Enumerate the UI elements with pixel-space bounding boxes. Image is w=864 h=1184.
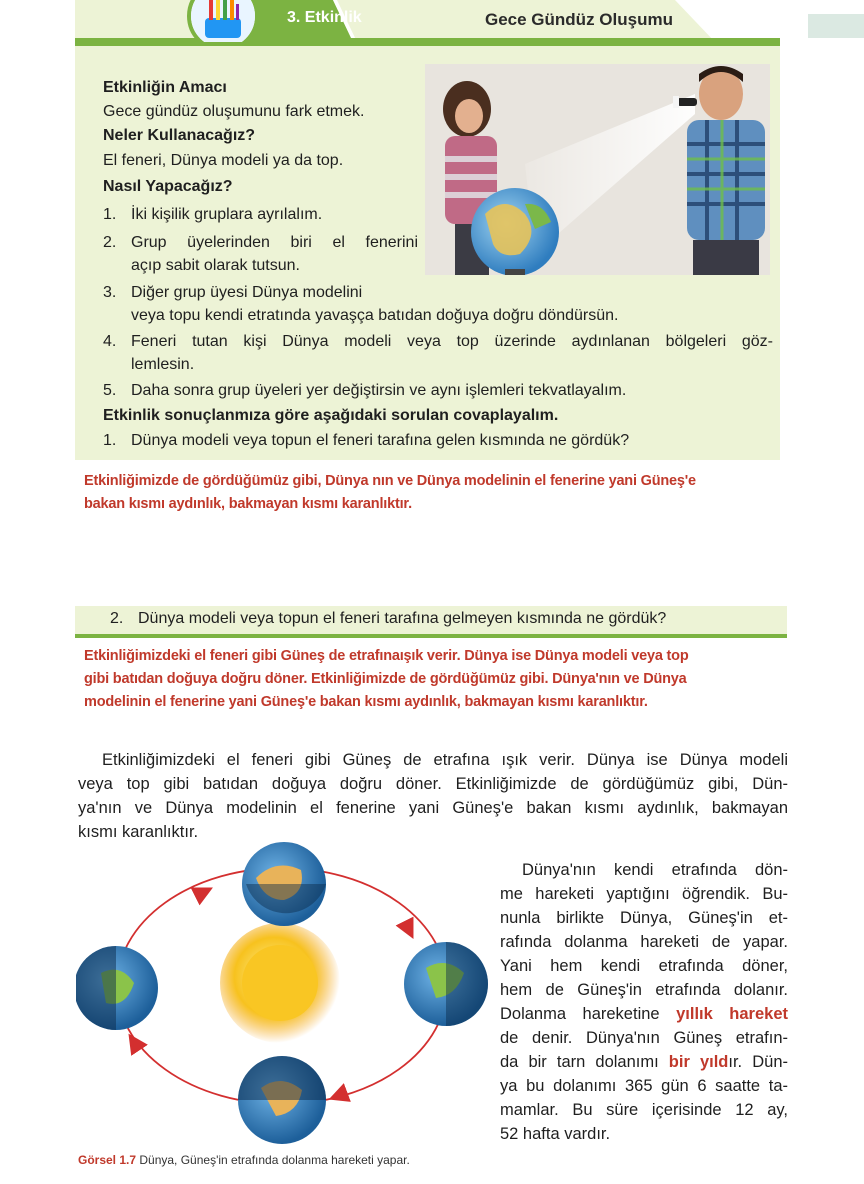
paragraph-2-line: Yani hem kendi etrafında döner, <box>500 957 788 975</box>
answer-2-line-2: gibi batıdan doğuya doğru döner. Etkinliğimizde de gördüğümüz gibi. Dünya'nın ve Dünya <box>84 671 687 687</box>
step-number: 2. <box>103 234 117 251</box>
step-text: Daha sonra grup üyeleri yer değiştirsin ve aynı işlemleri tekvatlayalım. <box>131 382 627 399</box>
step-4 <box>103 330 773 354</box>
step-3 <box>103 281 362 305</box>
text-span: da bir tarn dolanımı <box>500 1053 669 1071</box>
earth-bottom-icon <box>238 1056 326 1144</box>
paragraph-2-line: me hareketi yaptığını öğrendik. Bu- <box>500 885 788 903</box>
answer-2-line-1: Etkinliğimizdeki el feneri gibi Güneş de etrafınaışık verir. Dünya ise Dünya modeli veya top <box>84 648 689 664</box>
header-tab-shape <box>75 0 780 42</box>
paragraph-1-line: kısmı karanlıktır. <box>78 823 199 841</box>
purpose-heading: Etkinliğin Amacı <box>103 79 227 96</box>
earth-right-icon <box>404 942 488 1026</box>
step-2 <box>103 231 418 255</box>
side-page-tab <box>808 14 864 38</box>
step-1 <box>103 203 322 227</box>
orbit-diagram <box>76 838 496 1158</box>
step-text: Diğer grup üyesi Dünya modelini <box>131 284 363 301</box>
question-number: 2. <box>110 610 124 627</box>
paragraph-2-line-7 <box>500 1002 788 1026</box>
step-number: 1. <box>103 206 117 223</box>
method-heading: Nasıl Yapacağız? <box>103 178 233 195</box>
paragraph-2-line: hem de Güneş'in etrafında dolanır. <box>500 981 788 999</box>
answer-1-line-1: Etkinliğimizde de gördüğümüz gibi, Dünya nın ve Dünya modelinin el fenerine yani Güneş'e <box>84 473 696 489</box>
step-2-cont: açıp sabit olarak tutsun. <box>131 257 300 274</box>
activity-header <box>75 0 780 42</box>
term-one-year: bir yıld <box>668 1053 729 1071</box>
paragraph-2-line: 52 hafta vardır. <box>500 1125 611 1143</box>
earth-left-icon <box>76 946 158 1030</box>
step-4-cont: lemlesin. <box>131 356 195 373</box>
paragraph-2-line: ya bu dolanımı 365 gün 6 saatte ta- <box>500 1077 788 1095</box>
paragraph-2-line: nunla birlikte Dünya, Güneş'in et- <box>500 909 788 927</box>
step-number: 3. <box>103 284 117 301</box>
activity-number: 3. Etkinlik <box>287 9 362 26</box>
step-text: Grup üyelerinden biri el fenerini <box>131 234 418 251</box>
paragraph-2-line: de denir. Dünya'nın Güneş etrafın- <box>500 1029 788 1047</box>
paragraph-2 <box>500 858 788 1146</box>
step-5 <box>103 379 626 403</box>
question-1 <box>103 429 629 453</box>
question-text: Dünya modeli veya topun el feneri tarafına gelmeyen kısmında ne gördük? <box>138 610 667 627</box>
paragraph-2-line: Dünya'nın kendi etrafında dön- <box>522 861 788 879</box>
purpose-text: Gece gündüz oluşumunu fark etmek. <box>103 103 365 120</box>
activity-title: Gece Gündüz Oluşumu <box>485 10 673 29</box>
figure-label: Görsel 1.7 <box>78 1153 137 1167</box>
term-annual-motion: yıllık hareket <box>676 1005 788 1023</box>
question-2 <box>110 607 666 631</box>
figure-caption <box>78 1153 410 1167</box>
activity-photo <box>425 64 770 275</box>
step-number: 4. <box>103 333 117 350</box>
paragraph-2-line: mamlar. Bu süre içerisinde 12 ay, <box>500 1101 788 1119</box>
figure-caption-text: Dünya, Güneş'in etrafında dolanma hareketi yapar. <box>136 1153 410 1167</box>
answer-1-line-2: bakan kısmı aydınlık, bakmayan kısmı karanlıktır. <box>84 496 412 512</box>
text-span: ır. Dün- <box>728 1053 788 1071</box>
paragraph-1 <box>78 748 788 844</box>
paragraph-2-line-9 <box>500 1050 788 1074</box>
paragraph-1-line: ya'nın ve Dünya modelinin el fenerine yani Güneş'e bakan kısmı aydınlık, bakmayan <box>78 799 788 817</box>
step-3-cont: veya topu kendi etratında yavaşça batıdan doğuya doğru döndürsün. <box>131 307 619 324</box>
paragraph-1-line: Etkinliğimizdeki el feneri gibi Güneş de etrafına ışık verir. Dünya ise Dünya modeli <box>102 751 788 769</box>
paragraph-2-line: rafında dolanma hareketi de yapar. <box>500 933 788 951</box>
text-span: Dolanma hareketine <box>500 1005 677 1023</box>
step-text: Feneri tutan kişi Dünya modeli veya top üzerinde aydınlanan bölgeleri göz- <box>131 333 773 350</box>
materials-heading: Neler Kullanacağız? <box>103 127 256 144</box>
question-2-underline <box>75 634 787 638</box>
question-number: 1. <box>103 432 117 449</box>
paragraph-1-line: veya top gibi batıdan doğuya doğru döner. Etkinliğimizde de gördüğümüz gibi, Dün- <box>78 775 788 793</box>
results-heading: Etkinlik sonuçlanmıza göre aşağıdaki sorulan covaplayalım. <box>103 407 559 424</box>
earth-top-icon <box>242 842 326 926</box>
step-text: İki kişilik gruplara ayrılalım. <box>131 206 323 223</box>
question-text: Dünya modeli veya topun el feneri tarafına gelen kısmında ne gördük? <box>131 432 630 449</box>
materials-text: El feneri, Dünya modeli ya da top. <box>103 152 344 169</box>
step-number: 5. <box>103 382 117 399</box>
answer-2-line-3: modelinin el fenerine yani Güneş'e bakan kısmı aydınlık, bakmayan kısmı karanlıktır. <box>84 694 648 710</box>
